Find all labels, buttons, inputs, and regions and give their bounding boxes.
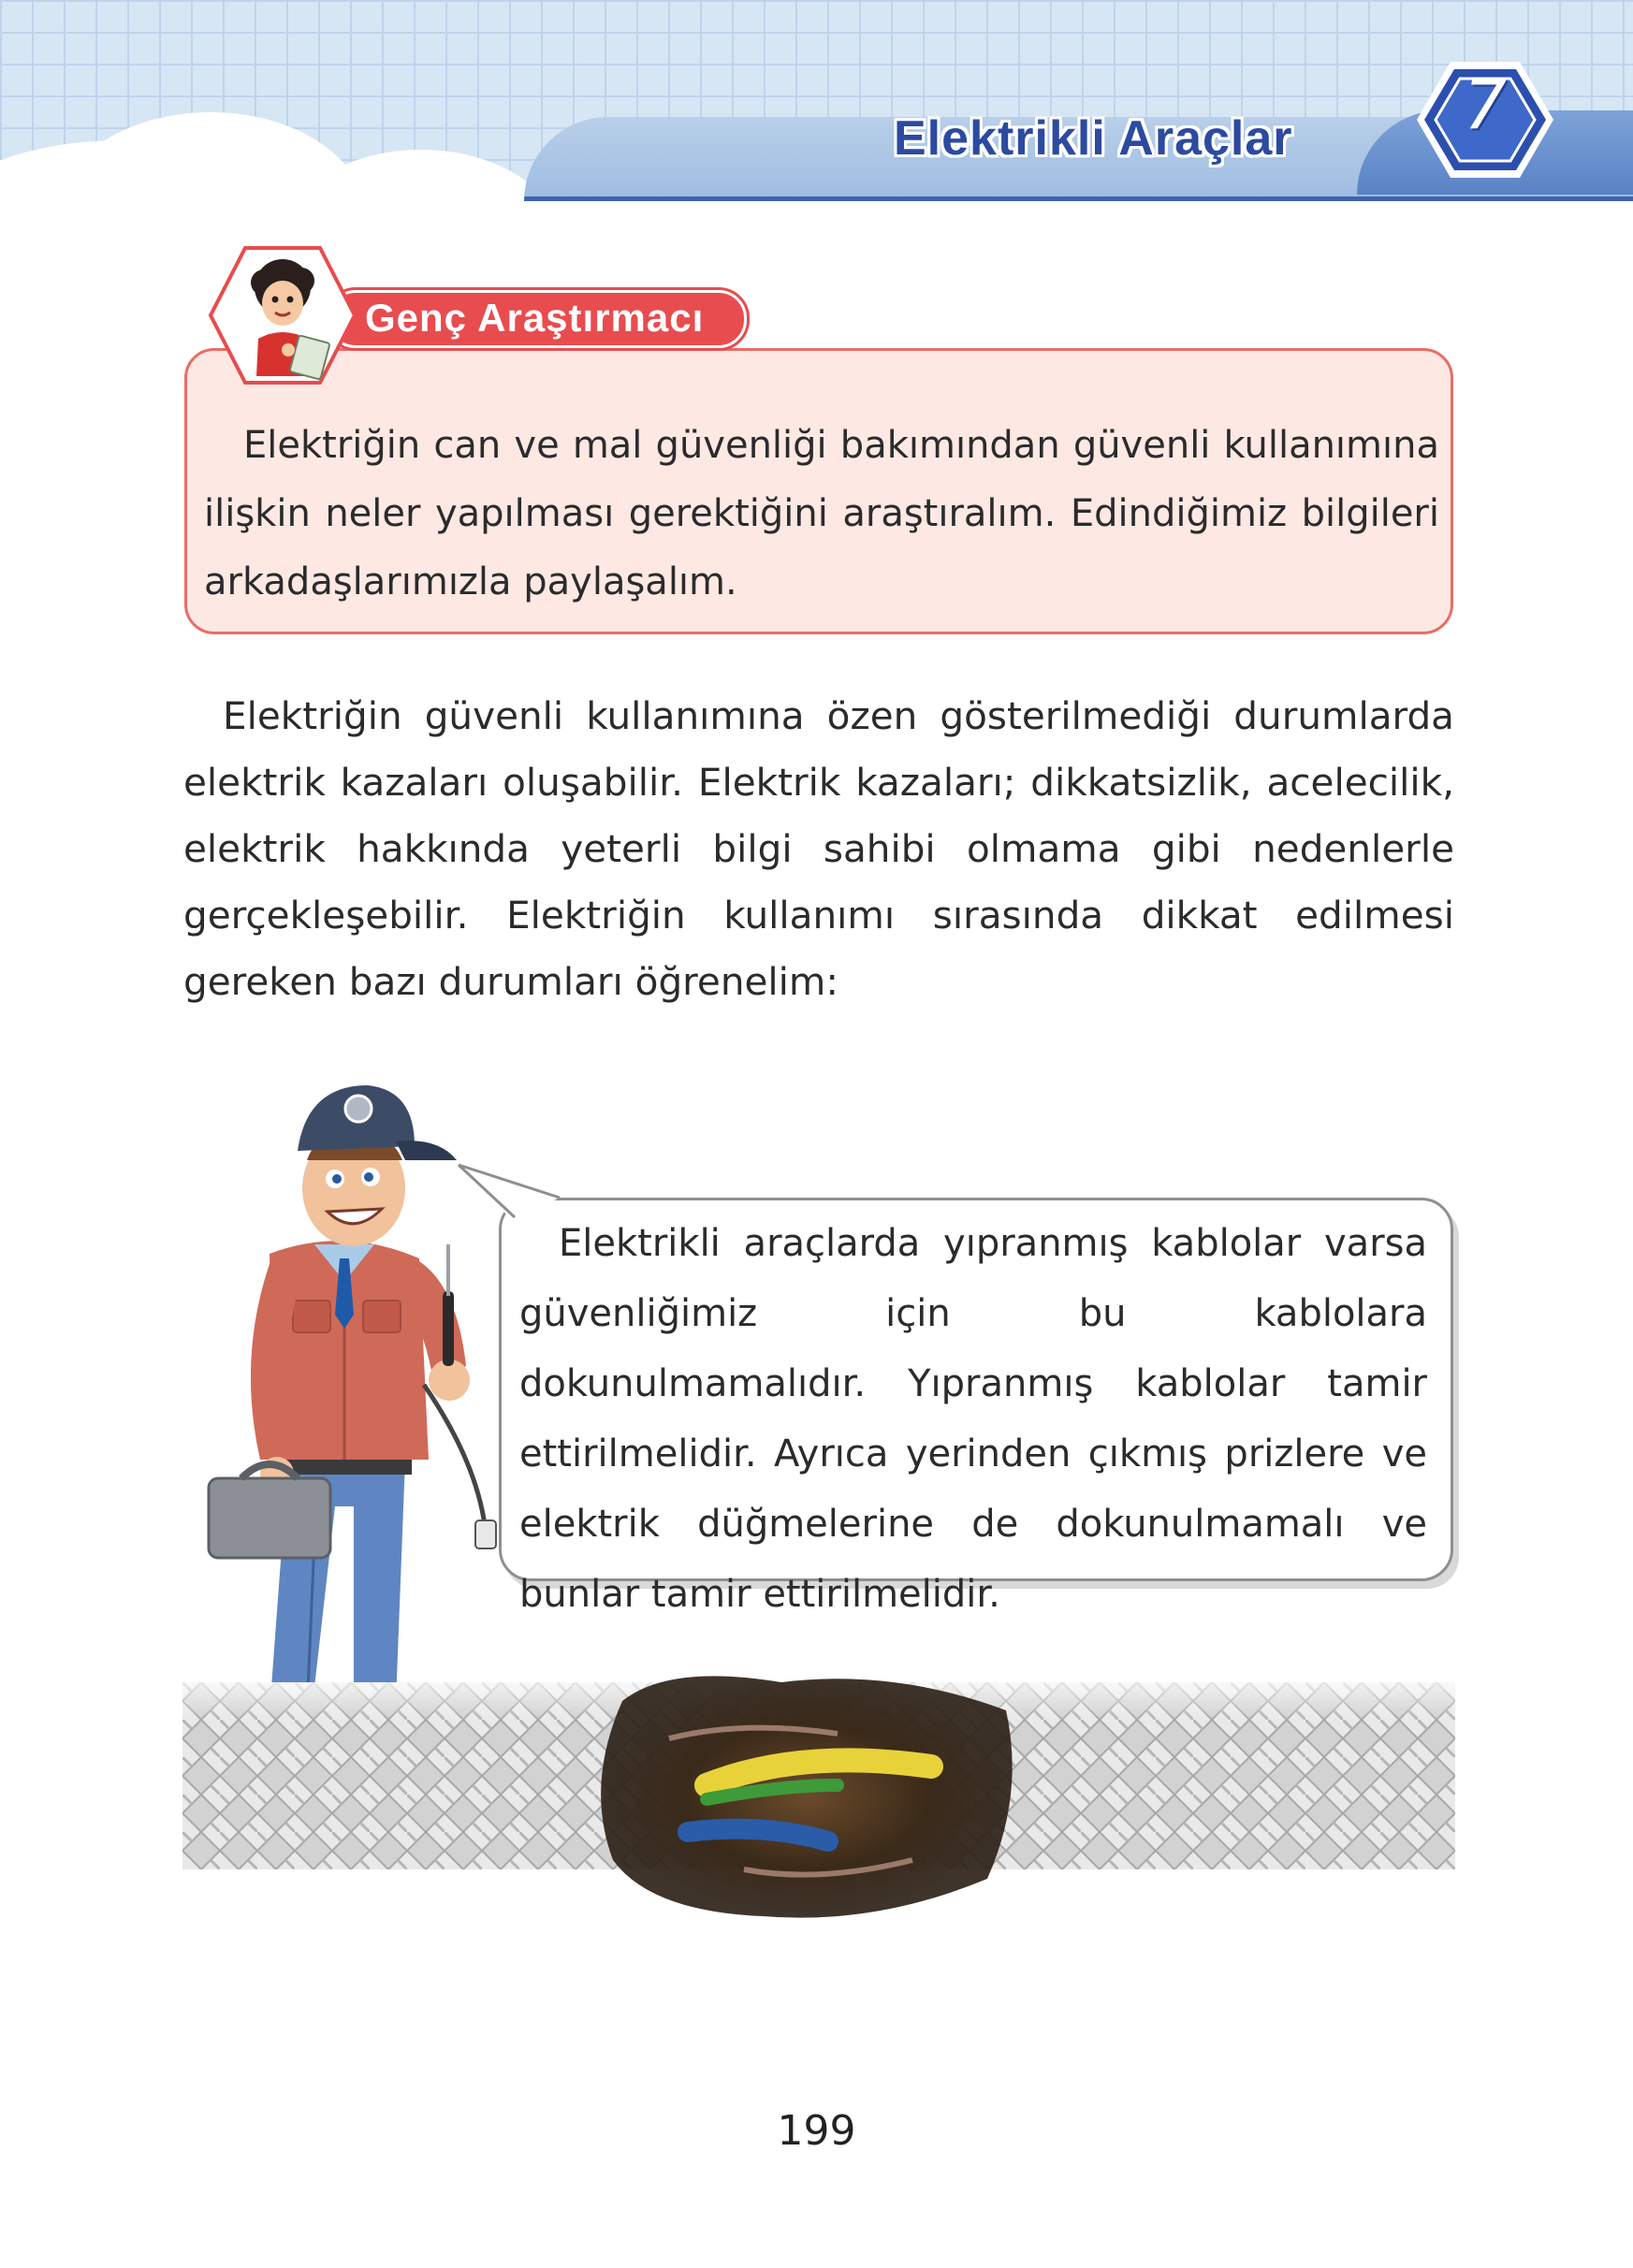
speech-bubble-text: Elektrikli araçlarda yıpranmış kablolar varsa güvenliğimiz için bu kablolara dokunulmamalıdır. Yıpranmış kablolar tamir ettirilmelidir. Ayrıca yerinden çıkmış prizlere ve elektrik düğmelerine de dokunulmamalı ve bunlar tamir ettirilmelidir. [519,1222,1427,1616]
page-number: 199 [777,2107,856,2155]
unit-title: Elektrikli Araçlar [894,111,1293,166]
unit-number: 7 [1464,65,1507,144]
young-researcher-icon [208,245,357,385]
body-paragraph: Elektriğin güvenli kullanımına özen gösterilmediği durumlarda elektrik kazaları oluşabilir. Elektrik kazaları; dikkatsizlik, acelecilik, elektrik hakkında yeterli bilgi sahibi olmama gibi nedenlerle gerçekleşebilir. Elektriğin kullanımı sırasında dikkat edilmesi gereken bazı durumları öğrenelim: [183,693,1454,1004]
researcher-text: Elektriğin can ve mal güvenliği bakımından güvenli kullanımına ilişkin neler yapılması gerektiğini araştıralım. Edindiğimiz bilgileri arkadaşlarımızla paylaşalım. [204,424,1439,603]
researcher-label: Genç Araştırmacı [365,296,705,340]
damaged-cable-photo [182,1645,1455,1944]
page-header [0,0,1633,201]
